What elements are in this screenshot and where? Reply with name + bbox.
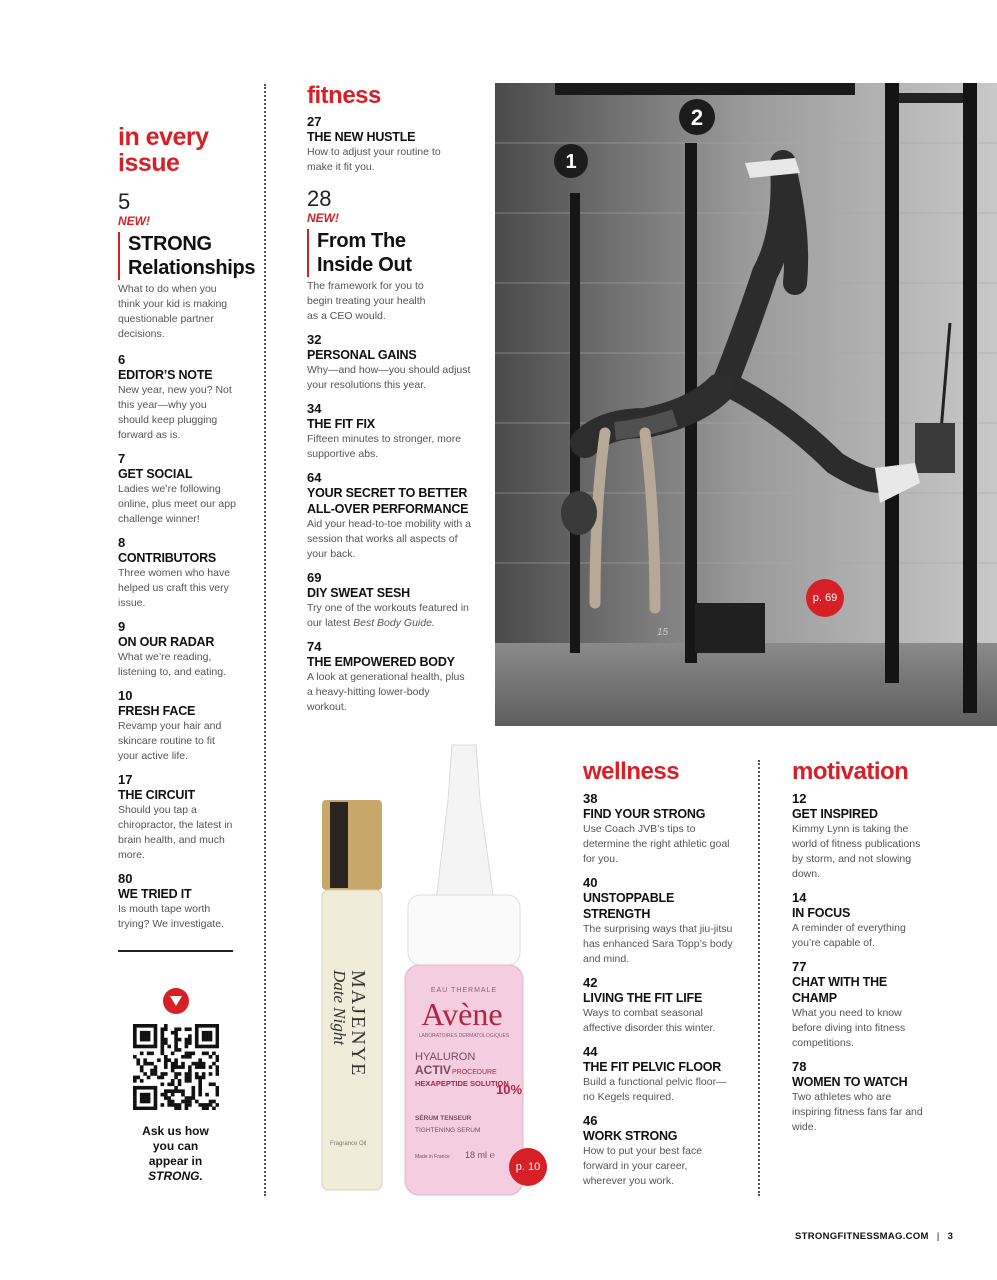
toc-entry[interactable] bbox=[583, 975, 733, 1036]
entry-desc bbox=[118, 482, 236, 527]
entry-number: 8 bbox=[118, 535, 126, 550]
page-badge-photo[interactable]: p. 69 bbox=[806, 579, 844, 617]
entry-title: CHAT WITH THE CHAMP bbox=[792, 975, 888, 1005]
entry-desc-text: A look at generational health, plus a heavy-hitting lower-body workout. bbox=[307, 671, 465, 713]
entry-number: 34 bbox=[307, 401, 322, 416]
entry-number: 5 bbox=[118, 189, 131, 214]
column-divider-right bbox=[758, 760, 760, 1196]
qr-caption-text: Ask us how you can appear in bbox=[142, 1124, 209, 1168]
entry-desc bbox=[792, 822, 932, 882]
entry-desc bbox=[307, 601, 472, 631]
entry-title: WOMEN TO WATCH bbox=[792, 1075, 908, 1089]
entry-desc-text: Aid your head-to-toe mobility with a session that works all aspects of your back. bbox=[307, 518, 471, 560]
feature-entry[interactable] bbox=[307, 187, 477, 324]
entry-desc bbox=[118, 383, 236, 443]
entry-desc: How to adjust your routine to make it fit you. bbox=[307, 146, 441, 173]
entry-number: 80 bbox=[118, 871, 133, 886]
entry-desc bbox=[583, 822, 733, 867]
new-tag: NEW! bbox=[118, 214, 150, 228]
rig-number-2: 2 bbox=[690, 105, 704, 130]
motivation-column bbox=[792, 758, 932, 1143]
footer-separator: | bbox=[936, 1231, 940, 1242]
products-image[interactable] bbox=[300, 740, 560, 1200]
entry-number: 10 bbox=[118, 688, 133, 703]
products-illustration bbox=[300, 740, 560, 1200]
toc-entry[interactable] bbox=[792, 791, 932, 882]
entry-desc bbox=[583, 1075, 733, 1105]
entry-number: 7 bbox=[118, 451, 126, 466]
entry-number: 9 bbox=[118, 619, 126, 634]
serum-pct: 10% bbox=[496, 1082, 523, 1097]
serum-line2: ACTIV bbox=[415, 1063, 451, 1077]
toc-entry[interactable] bbox=[118, 535, 236, 611]
entry-desc-text: Kimmy Lynn is taking the world of fitness publications by storm, and not slowing down. bbox=[792, 823, 921, 880]
entry-number: 64 bbox=[307, 470, 322, 485]
feature-title: STRONG Relationships bbox=[118, 232, 258, 280]
roller-brand: MAJENYE bbox=[347, 970, 369, 1078]
entry-desc-text: Three women who have helped us craft this very issue. bbox=[118, 567, 231, 609]
entry-desc-text: New year, new you? Not this year—why you should keep plugging forward as is. bbox=[118, 384, 232, 441]
section-title-motivation: motivation bbox=[792, 758, 909, 785]
toc-entry[interactable] bbox=[118, 619, 236, 680]
qr-block bbox=[118, 988, 233, 1184]
entry-title: FIND YOUR STRONG bbox=[583, 807, 706, 821]
entry-number: 74 bbox=[307, 639, 322, 654]
entry-desc-text: Ladies we’re following online, plus meet our app challenge winner! bbox=[118, 483, 236, 525]
entry-desc: The framework for you to begin treating your health as a CEO would. bbox=[307, 280, 426, 322]
entry-number: 14 bbox=[792, 890, 807, 905]
entry-desc bbox=[307, 363, 472, 393]
roller-note: Fragrance Oil bbox=[330, 1141, 367, 1147]
section-title-fitness: fitness bbox=[307, 82, 381, 109]
entry-desc bbox=[118, 803, 236, 863]
fitness-column bbox=[307, 82, 477, 723]
entry-desc-text: Is mouth tape worth trying? We investigate. bbox=[118, 903, 225, 930]
entry-title: THE EMPOWERED BODY bbox=[307, 655, 455, 669]
entry-desc bbox=[792, 1006, 932, 1051]
serum-fr: SÉRUM TENSEUR bbox=[415, 1115, 472, 1122]
serum-en: TIGHTENING SERUM bbox=[415, 1127, 481, 1134]
handstand-photo-illustration bbox=[495, 83, 997, 726]
entry-desc-text: The surprising ways that jiu-jitsu has enhanced Sara Topp’s body and mind. bbox=[583, 923, 733, 965]
entry-number: 78 bbox=[792, 1059, 807, 1074]
hero-photo[interactable] bbox=[495, 83, 997, 726]
entry-title: CONTRIBUTORS bbox=[118, 551, 217, 565]
toc-entry[interactable] bbox=[118, 451, 236, 527]
site-url[interactable]: STRONGFITNESSMAG.COM bbox=[795, 1231, 929, 1242]
new-tag: NEW! bbox=[307, 211, 339, 225]
serum-vol: 18 ml ℮ bbox=[465, 1150, 495, 1160]
rig-number-1: 1 bbox=[565, 151, 577, 173]
serum-brand: Avène bbox=[421, 996, 503, 1032]
entry-title: PERSONAL GAINS bbox=[307, 348, 417, 362]
entry-desc bbox=[118, 566, 236, 611]
in-every-issue-column bbox=[118, 124, 258, 952]
entry-desc-text: Why—and how—you should adjust your resolutions this year. bbox=[307, 364, 471, 391]
entry-desc-text: Use Coach JVB’s tips to determine the right athletic goal for you. bbox=[583, 823, 730, 865]
entry-desc-text: Build a functional pelvic floor—no Kegels required. bbox=[583, 1076, 727, 1103]
column-divider-left bbox=[264, 84, 266, 1196]
entry-number: 28 bbox=[307, 186, 332, 211]
toc-entry[interactable] bbox=[792, 1059, 932, 1135]
toc-entry[interactable] bbox=[118, 352, 236, 443]
entry-desc-text: Should you tap a chiropractor, the latest in brain health, and much more. bbox=[118, 804, 233, 861]
entry-title: WE TRIED IT bbox=[118, 887, 192, 901]
entry-list bbox=[583, 791, 733, 1189]
entry-desc bbox=[307, 432, 472, 462]
entry-number: 77 bbox=[792, 959, 807, 974]
entry-title: EDITOR’S NOTE bbox=[118, 368, 213, 382]
entry-desc-text: Try one of the workouts featured in our latest bbox=[307, 602, 469, 629]
entry-desc bbox=[792, 921, 932, 951]
entry-title: DIY SWEAT SESH bbox=[307, 586, 411, 600]
entry-title: ON OUR RADAR bbox=[118, 635, 215, 649]
entry-desc-text: Two athletes who are inspiring fitness fans far and wide. bbox=[792, 1091, 923, 1133]
entry-desc-text: Ways to combat seasonal affective disorder this winter. bbox=[583, 1007, 716, 1034]
entry-desc bbox=[307, 670, 472, 715]
entry-number: 44 bbox=[583, 1044, 598, 1059]
qr-caption bbox=[118, 1124, 233, 1184]
toc-entry[interactable] bbox=[307, 470, 472, 562]
roller-name: Date Night bbox=[330, 970, 349, 1046]
entry-desc-text: What you need to know before diving into fitness competitions. bbox=[792, 1007, 906, 1049]
toc-entry[interactable] bbox=[583, 1113, 733, 1189]
entry-number: 40 bbox=[583, 875, 598, 890]
toc-entry[interactable] bbox=[118, 871, 236, 932]
qr-caption-brand: STRONG. bbox=[148, 1169, 203, 1183]
entry-number: 27 bbox=[307, 114, 322, 129]
serum-line1: HYALURON bbox=[415, 1051, 476, 1063]
serum-line2b: PROCEDURE bbox=[452, 1069, 497, 1076]
serum-made: Made in France bbox=[415, 1154, 450, 1160]
entry-number: 17 bbox=[118, 772, 133, 787]
entry-title: WORK STRONG bbox=[583, 1129, 678, 1143]
entry-number: 38 bbox=[583, 791, 598, 806]
entry-title: IN FOCUS bbox=[792, 906, 851, 920]
toc-entry[interactable] bbox=[583, 1044, 733, 1105]
page-badge-products[interactable]: p. 10 bbox=[509, 1148, 547, 1186]
entry-desc bbox=[583, 1006, 733, 1036]
entry-desc bbox=[583, 922, 733, 967]
entry-desc-text: What we’re reading, listening to, and eating. bbox=[118, 651, 226, 678]
entry-title: GET SOCIAL bbox=[118, 467, 193, 481]
toc-entry[interactable] bbox=[792, 890, 932, 951]
entry-number: 42 bbox=[583, 975, 598, 990]
toc-entry[interactable] bbox=[307, 570, 472, 631]
down-arrow-icon bbox=[163, 988, 189, 1014]
toc-entry[interactable] bbox=[118, 688, 236, 764]
page-number: 3 bbox=[947, 1231, 954, 1242]
section-title-wellness: wellness bbox=[583, 758, 680, 785]
entry-desc-text: Fifteen minutes to stronger, more supportive abs. bbox=[307, 433, 462, 460]
entry-desc-text: A reminder of everything you’re capable of. bbox=[792, 922, 906, 949]
divider bbox=[118, 950, 233, 952]
entry-title: YOUR SECRET TO BETTER ALL-OVER PERFORMANCE bbox=[307, 486, 469, 516]
entry-title: THE FIT PELVIC FLOOR bbox=[583, 1060, 722, 1074]
entry-desc-text: How to put your best face forward in your career, wherever you work. bbox=[583, 1145, 703, 1187]
toc-entry[interactable] bbox=[307, 401, 472, 462]
entry-number: 6 bbox=[118, 352, 126, 367]
toc-entry[interactable] bbox=[583, 791, 733, 867]
entry-desc: What to do when you think your kid is making questionable partner decisions. bbox=[118, 283, 228, 340]
entry-number: 12 bbox=[792, 791, 807, 806]
entry-list bbox=[792, 791, 932, 1135]
toc-entry[interactable] bbox=[307, 332, 472, 393]
wellness-column bbox=[583, 758, 733, 1197]
entry-number: 69 bbox=[307, 570, 322, 585]
entry-list bbox=[118, 352, 236, 932]
entry-title: UNSTOPPABLE STRENGTH bbox=[583, 891, 675, 921]
serum-line3: HEXAPEPTIDE SOLUTION bbox=[415, 1079, 509, 1088]
entry-title: THE FIT FIX bbox=[307, 417, 375, 431]
plate-label: 15 bbox=[657, 627, 669, 638]
entry-desc bbox=[792, 1090, 932, 1135]
entry-desc bbox=[118, 902, 236, 932]
entry-desc bbox=[118, 719, 236, 764]
entry-desc bbox=[307, 517, 472, 562]
serum-top: EAU THERMALE bbox=[430, 987, 498, 994]
entry-desc bbox=[583, 1144, 733, 1189]
serum-sub: LABORATOIRES DERMATOLOGIQUES bbox=[418, 1033, 510, 1039]
entry-title: FRESH FACE bbox=[118, 704, 196, 718]
entry-number: 46 bbox=[583, 1113, 598, 1128]
feature-entry[interactable] bbox=[118, 190, 258, 342]
footer bbox=[795, 1231, 953, 1242]
section-title-in-every-issue: in every issue bbox=[118, 123, 209, 177]
toc-entry[interactable] bbox=[118, 772, 236, 863]
toc-entry[interactable] bbox=[307, 114, 477, 175]
entry-number: 32 bbox=[307, 332, 322, 347]
entry-desc-italic: Best Body Guide. bbox=[353, 617, 435, 629]
toc-entry[interactable] bbox=[792, 959, 932, 1051]
entry-title: LIVING THE FIT LIFE bbox=[583, 991, 703, 1005]
entry-title: THE CIRCUIT bbox=[118, 788, 195, 802]
toc-entry[interactable] bbox=[307, 639, 472, 715]
qr-code[interactable] bbox=[133, 1024, 219, 1110]
entry-title: THE NEW HUSTLE bbox=[307, 130, 416, 144]
feature-title: From The Inside Out bbox=[307, 229, 427, 277]
entry-title: GET INSPIRED bbox=[792, 807, 878, 821]
entry-desc bbox=[118, 650, 236, 680]
entry-desc-text: Revamp your hair and skincare routine to fit your active life. bbox=[118, 720, 222, 762]
entry-list bbox=[307, 332, 472, 715]
toc-entry[interactable] bbox=[583, 875, 733, 967]
